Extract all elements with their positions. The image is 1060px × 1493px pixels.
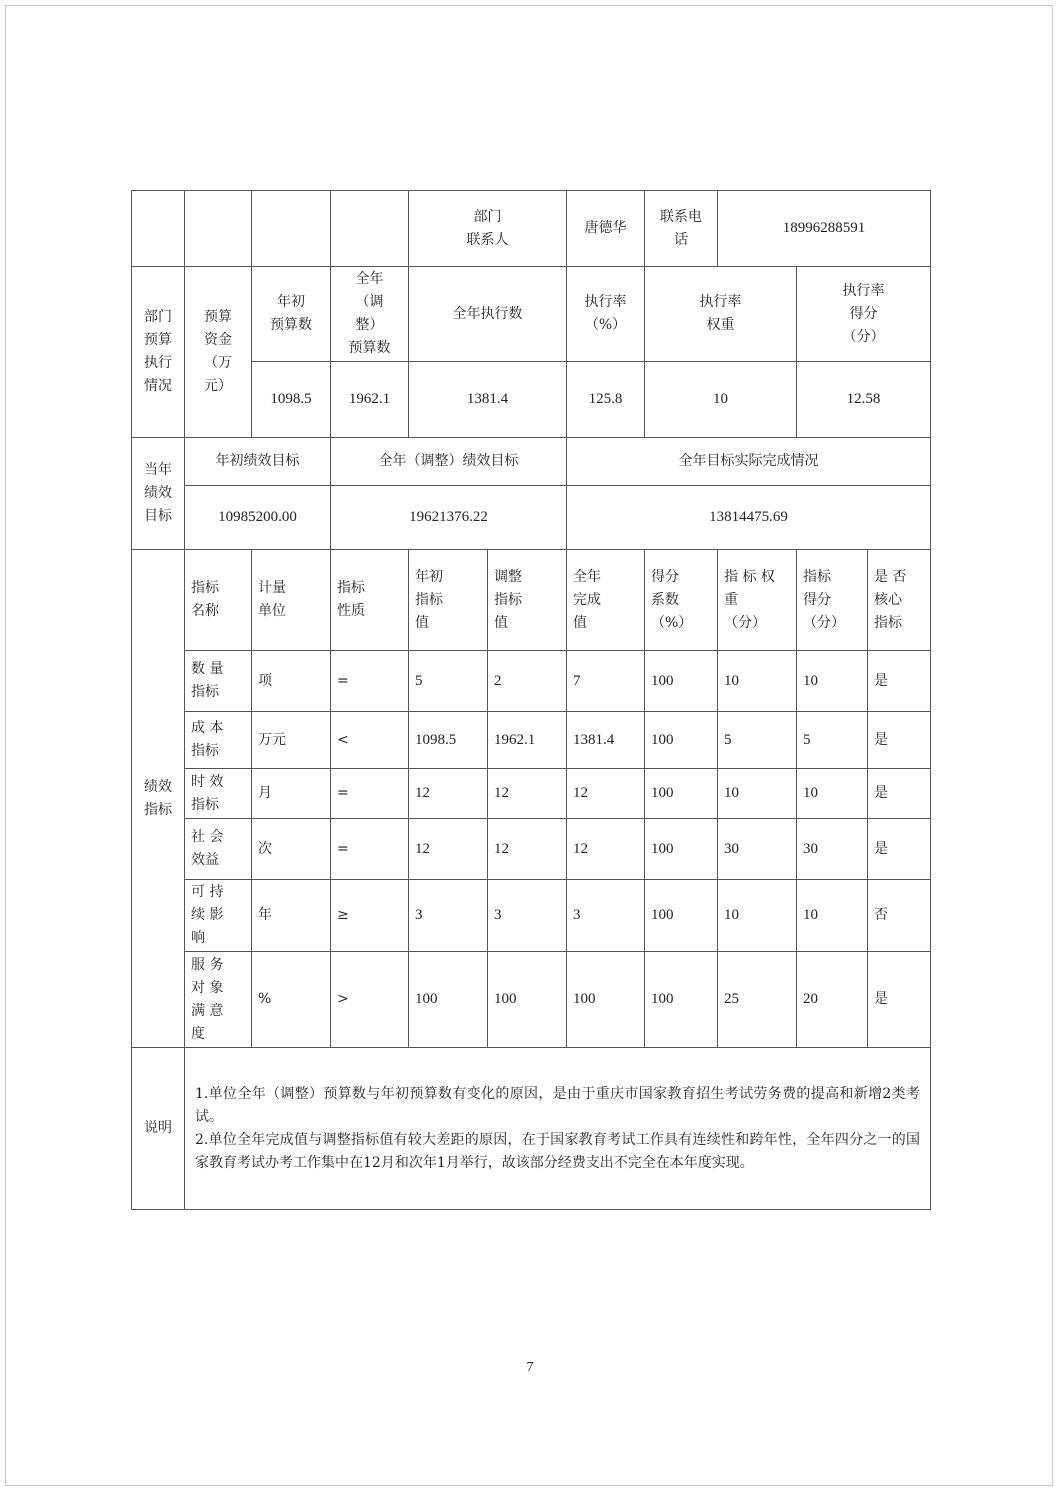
indicator-initial: 100 <box>409 952 488 1048</box>
value-adjusted-goal: 19621376.22 <box>331 486 567 550</box>
phone-number: 18996288591 <box>718 191 931 267</box>
indicator-adjusted: 3 <box>488 880 567 952</box>
indicator-name: 成 本 指标 <box>185 712 252 769</box>
indicator-unit: 年 <box>252 880 331 952</box>
header-unit: 计量 单位 <box>252 550 331 651</box>
indicator-core: 否 <box>868 880 931 952</box>
indicator-coef: 100 <box>645 880 718 952</box>
indicator-core: 是 <box>868 712 931 769</box>
budget-values-row <box>132 362 931 438</box>
header-exec-weight: 执行率 权重 <box>645 267 797 362</box>
indicator-name: 服 务 对 象 满 意 度 <box>185 952 252 1048</box>
indicator-coef: 100 <box>645 952 718 1048</box>
header-initial-value: 年初 指标 值 <box>409 550 488 651</box>
indicator-initial: 3 <box>409 880 488 952</box>
indicator-adjusted: 12 <box>488 769 567 819</box>
table-row <box>132 819 931 880</box>
indicator-core: 是 <box>868 819 931 880</box>
empty-cell <box>132 191 185 267</box>
indicator-weight: 10 <box>718 880 797 952</box>
header-initial-goal: 年初绩效目标 <box>185 438 331 486</box>
indicator-adjusted: 100 <box>488 952 567 1048</box>
budget-header-row <box>132 267 931 362</box>
header-adjusted-budget: 全年 （调 整） 预算数 <box>331 267 409 362</box>
contact-label: 部门 联系人 <box>409 191 567 267</box>
indicator-completed: 3 <box>567 880 645 952</box>
header-nature: 指标 性质 <box>331 550 409 651</box>
table-row <box>132 769 931 819</box>
value-initial-goal: 10985200.00 <box>185 486 331 550</box>
empty-cell <box>331 191 409 267</box>
header-initial-budget: 年初 预算数 <box>252 267 331 362</box>
indicator-unit: 月 <box>252 769 331 819</box>
notes-label: 说明 <box>132 1048 185 1210</box>
indicator-adjusted: 1962.1 <box>488 712 567 769</box>
indicator-core: 是 <box>868 952 931 1048</box>
indicator-unit: % <box>252 952 331 1048</box>
header-completed-value: 全年 完成 值 <box>567 550 645 651</box>
indicator-coef: 100 <box>645 712 718 769</box>
value-initial-budget: 1098.5 <box>252 362 331 438</box>
header-adjusted-goal: 全年（调整）绩效目标 <box>331 438 567 486</box>
indicator-nature: = <box>331 769 409 819</box>
indicator-core: 是 <box>868 651 931 712</box>
value-exec-weight: 10 <box>645 362 797 438</box>
indicator-weight: 25 <box>718 952 797 1048</box>
note-item: 2.单位全年完成值与调整指标值有较大差距的原因，在于国家教育考试工作具有连续性和跨年性，全年四分之一的国家教育考试办考工作集中在12月和次年1月举行，故该部分经费支出不完全在本年度实现。 <box>195 1131 921 1171</box>
value-actual-goal: 13814475.69 <box>567 486 931 550</box>
phone-label: 联系电 话 <box>645 191 718 267</box>
goals-header-row <box>132 438 931 486</box>
page-number: 7 <box>526 1360 534 1375</box>
indicator-score: 5 <box>797 712 868 769</box>
indicator-nature: = <box>331 651 409 712</box>
indicator-score: 10 <box>797 651 868 712</box>
indicators-header-row <box>132 550 931 651</box>
budget-section-label: 部门 预算 执行 情况 <box>132 267 185 438</box>
indicator-unit: 万元 <box>252 712 331 769</box>
indicator-name: 社 会 效益 <box>185 819 252 880</box>
indicator-completed: 1381.4 <box>567 712 645 769</box>
notes-content <box>185 1048 931 1210</box>
table-row <box>132 651 931 712</box>
indicator-weight: 10 <box>718 769 797 819</box>
goals-values-row <box>132 486 931 550</box>
value-exec-rate: 125.8 <box>567 362 645 438</box>
header-indicator-score: 指标 得分 （分） <box>797 550 868 651</box>
indicator-initial: 12 <box>409 769 488 819</box>
indicator-score: 10 <box>797 769 868 819</box>
contact-row <box>132 191 931 267</box>
indicator-coef: 100 <box>645 651 718 712</box>
header-adjusted-value: 调整 指标 值 <box>488 550 567 651</box>
goals-section-label: 当年 绩效 目标 <box>132 438 185 550</box>
indicator-weight: 5 <box>718 712 797 769</box>
empty-cell <box>252 191 331 267</box>
empty-cell <box>185 191 252 267</box>
indicator-completed: 12 <box>567 769 645 819</box>
indicator-adjusted: 12 <box>488 819 567 880</box>
header-executed: 全年执行数 <box>409 267 567 362</box>
indicator-completed: 100 <box>567 952 645 1048</box>
indicator-weight: 30 <box>718 819 797 880</box>
header-indicator-name: 指标 名称 <box>185 550 252 651</box>
value-exec-score: 12.58 <box>797 362 931 438</box>
value-executed: 1381.4 <box>409 362 567 438</box>
indicator-initial: 12 <box>409 819 488 880</box>
indicator-unit: 项 <box>252 651 331 712</box>
table-row <box>132 880 931 952</box>
table-row <box>132 952 931 1048</box>
indicator-completed: 7 <box>567 651 645 712</box>
indicator-nature: = <box>331 819 409 880</box>
indicator-core: 是 <box>868 769 931 819</box>
notes-row <box>132 1048 931 1210</box>
header-core: 是 否 核心 指标 <box>868 550 931 651</box>
indicator-nature: < <box>331 712 409 769</box>
indicator-initial: 1098.5 <box>409 712 488 769</box>
indicator-name: 时 效 指标 <box>185 769 252 819</box>
header-indicator-weight: 指 标 权 重 （分） <box>718 550 797 651</box>
performance-table <box>131 190 931 1210</box>
indicator-initial: 5 <box>409 651 488 712</box>
indicator-adjusted: 2 <box>488 651 567 712</box>
header-actual-goal: 全年目标实际完成情况 <box>567 438 931 486</box>
indicator-coef: 100 <box>645 769 718 819</box>
indicator-name: 可 持 续 影 响 <box>185 880 252 952</box>
indicator-score: 10 <box>797 880 868 952</box>
indicators-section-label: 绩效 指标 <box>132 550 185 1048</box>
note-item: 1.单位全年（调整）预算数与年初预算数有变化的原因，是由于重庆市国家教育招生考试劳务费的提高和新增2类考试。 <box>195 1085 921 1125</box>
indicator-score: 30 <box>797 819 868 880</box>
header-score-coef: 得分 系数 （%） <box>645 550 718 651</box>
indicator-nature: ≥ <box>331 880 409 952</box>
contact-name: 唐德华 <box>567 191 645 267</box>
header-exec-score: 执行率 得分 （分） <box>797 267 931 362</box>
table-row <box>132 712 931 769</box>
indicator-nature: > <box>331 952 409 1048</box>
header-exec-rate: 执行率 （%） <box>567 267 645 362</box>
indicator-score: 20 <box>797 952 868 1048</box>
value-adjusted-budget: 1962.1 <box>331 362 409 438</box>
indicator-completed: 12 <box>567 819 645 880</box>
indicator-weight: 10 <box>718 651 797 712</box>
indicator-coef: 100 <box>645 819 718 880</box>
indicator-unit: 次 <box>252 819 331 880</box>
budget-fund-label: 预算 资金 （万 元） <box>185 267 252 438</box>
indicator-name: 数 量 指标 <box>185 651 252 712</box>
